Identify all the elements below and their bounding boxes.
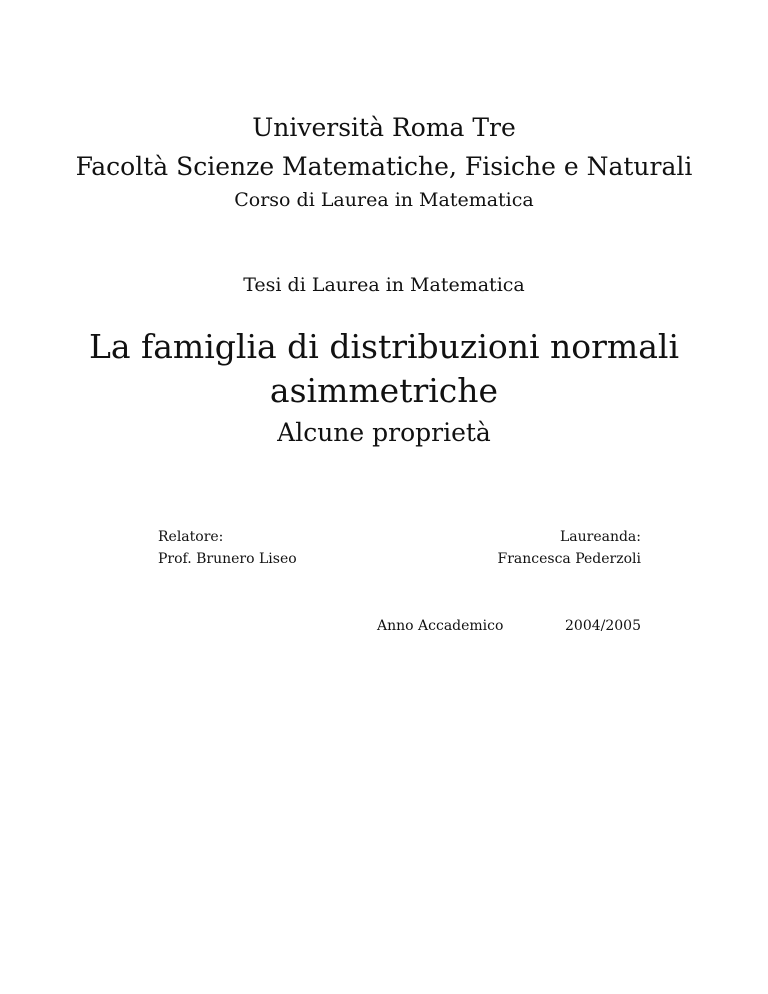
supervisor-label: Relatore: — [158, 529, 224, 545]
faculty-name: Facoltà Scienze Matematiche, Fisiche e Naturali — [75, 152, 693, 181]
course-name: Corso di Laurea in Matematica — [234, 189, 534, 211]
thesis-title-line-2: asimmetriche — [269, 371, 499, 410]
candidate-label: Laureanda: — [559, 529, 641, 545]
supervisor-name: Prof. Brunero Liseo — [158, 551, 297, 567]
candidate-name: Francesca Pederzoli — [497, 551, 641, 567]
thesis-type: Tesi di Laurea in Matematica — [243, 274, 525, 296]
university-name: Università Roma Tre — [252, 113, 516, 142]
academic-year-value: 2004/2005 — [565, 618, 641, 634]
academic-year-label: Anno Accademico — [377, 618, 504, 634]
thesis-subtitle: Alcune proprietà — [277, 418, 491, 447]
thesis-title-line-1: La famiglia di distribuzioni normali — [88, 327, 680, 366]
